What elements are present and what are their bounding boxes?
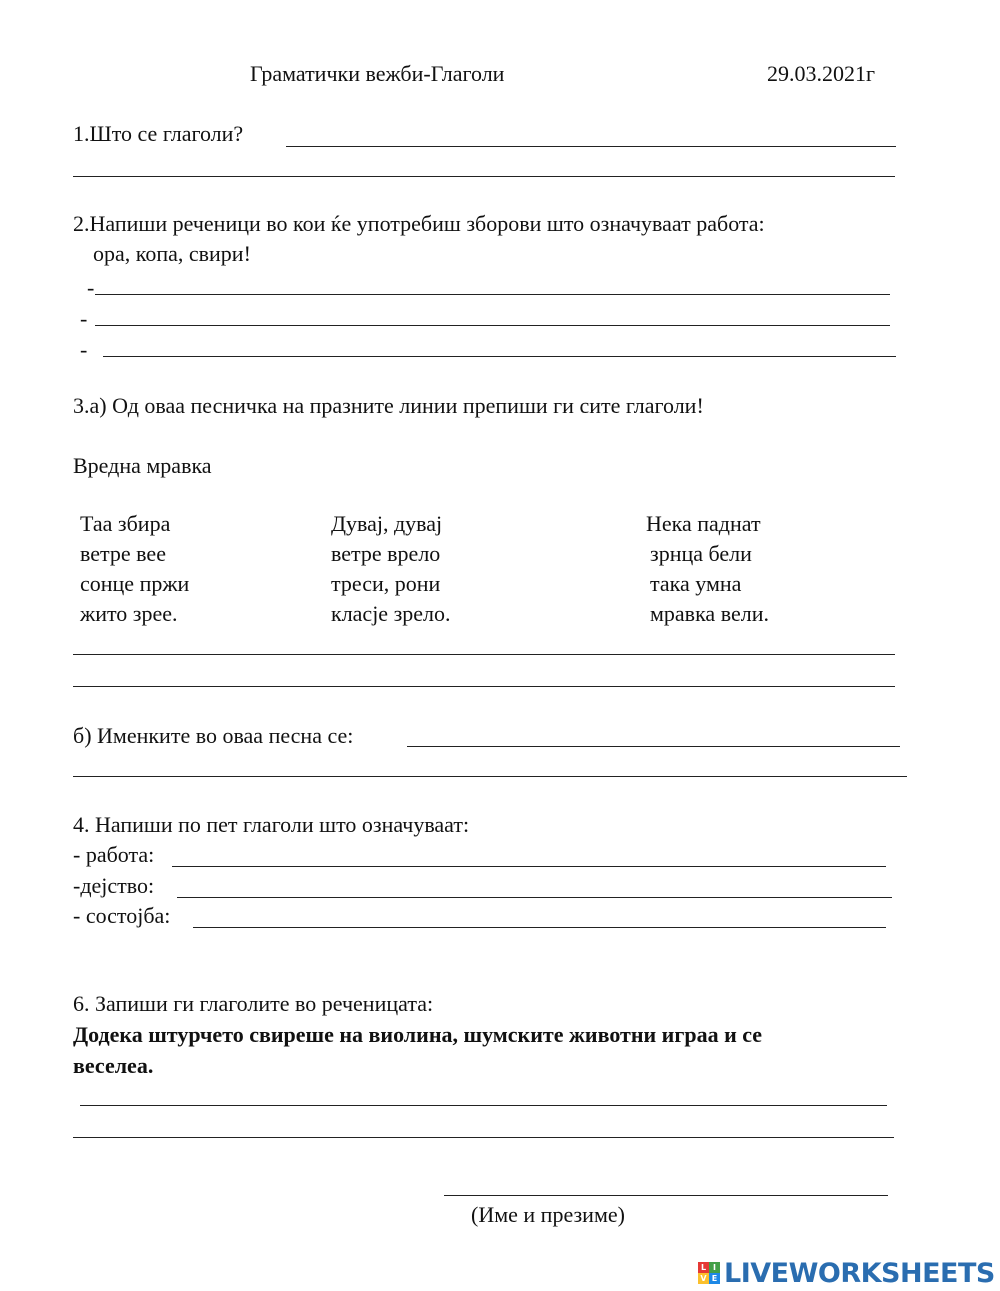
- poem-line: сонце пржи: [80, 571, 190, 596]
- q2-answer-line-1[interactable]: [95, 294, 890, 295]
- q3b-answer-line-1[interactable]: [407, 746, 900, 747]
- liveworksheets-logo: [698, 1257, 995, 1289]
- q4-work-line[interactable]: [172, 866, 886, 867]
- q2-dash-3: -: [80, 337, 88, 362]
- question-4: 4. Напиши по пет глаголи што означуваат:: [73, 812, 470, 837]
- poem-line: Таа збира: [80, 511, 171, 536]
- question-2: 2.Напиши реченици во кои ќе употребиш зборови што означуваат работа:: [73, 211, 765, 236]
- q4-label-work: - работа:: [73, 842, 155, 867]
- q1-answer-line-2[interactable]: [73, 176, 895, 177]
- poem-line: жито зрее.: [80, 601, 178, 626]
- question-2-words: ора, копа, свири!: [93, 241, 251, 266]
- logo-letter: E: [709, 1273, 720, 1284]
- logo-letter: V: [698, 1273, 709, 1284]
- q4-label-state: - состојба:: [73, 903, 171, 928]
- poem-line: класје зрело.: [331, 601, 451, 626]
- q2-dash-1: -: [87, 275, 95, 300]
- q2-answer-line-2[interactable]: [95, 325, 890, 326]
- q3a-answer-line-2[interactable]: [73, 686, 895, 687]
- poem-line: така умна: [650, 571, 742, 596]
- q2-dash-2: -: [80, 306, 88, 331]
- signature-line[interactable]: [444, 1195, 888, 1196]
- question-3b: б) Именките во оваа песна се:: [73, 723, 354, 748]
- q4-state-line[interactable]: [193, 927, 886, 928]
- poem-line: треси, рони: [331, 571, 441, 596]
- question-3a: 3.а) Од оваа песничка на празните линии препиши ги сите глаголи!: [73, 393, 704, 418]
- q6-answer-line-2[interactable]: [73, 1137, 894, 1138]
- q6-sentence-line-1: Додека штурчето свиреше на виолина, шумските животни играа и се: [73, 1022, 763, 1047]
- liveworksheets-logo-icon: [698, 1262, 720, 1284]
- logo-letter: L: [698, 1262, 709, 1273]
- poem-column-1: [80, 509, 189, 629]
- poem-line: Дувај, дувај: [331, 511, 443, 536]
- logo-letter: I: [709, 1262, 720, 1273]
- question-6: 6. Запиши ги глаголите во реченицата:: [73, 991, 434, 1016]
- poem-column-2: [331, 509, 451, 629]
- poem-line: Нека паднат: [646, 511, 761, 536]
- q2-answer-line-3[interactable]: [103, 356, 896, 357]
- poem-column-3: [646, 509, 769, 629]
- poem-line: ветре вее: [80, 541, 166, 566]
- q4-label-action: -дејство:: [73, 873, 155, 898]
- q3b-answer-line-2[interactable]: [73, 776, 907, 777]
- liveworksheets-logo-text: LIVEWORKSHEETS: [724, 1257, 995, 1289]
- q3a-answer-line-1[interactable]: [73, 654, 895, 655]
- worksheet-title: Граматички вежби-Глаголи: [250, 61, 505, 86]
- worksheet-date: 29.03.2021г: [767, 61, 876, 86]
- poem-line: зрнца бели: [650, 541, 752, 566]
- question-1: 1.Што се глаголи?: [73, 121, 244, 146]
- poem-title: Вредна мравка: [73, 453, 212, 478]
- q6-sentence-line-2: веселеа.: [73, 1053, 154, 1078]
- q1-answer-line-1[interactable]: [286, 146, 896, 147]
- poem-line: ветре врело: [331, 541, 441, 566]
- poem-line: мравка вели.: [650, 601, 769, 626]
- signature-label: (Име и презиме): [471, 1202, 625, 1227]
- q6-answer-line-1[interactable]: [80, 1105, 887, 1106]
- q4-action-line[interactable]: [177, 897, 892, 898]
